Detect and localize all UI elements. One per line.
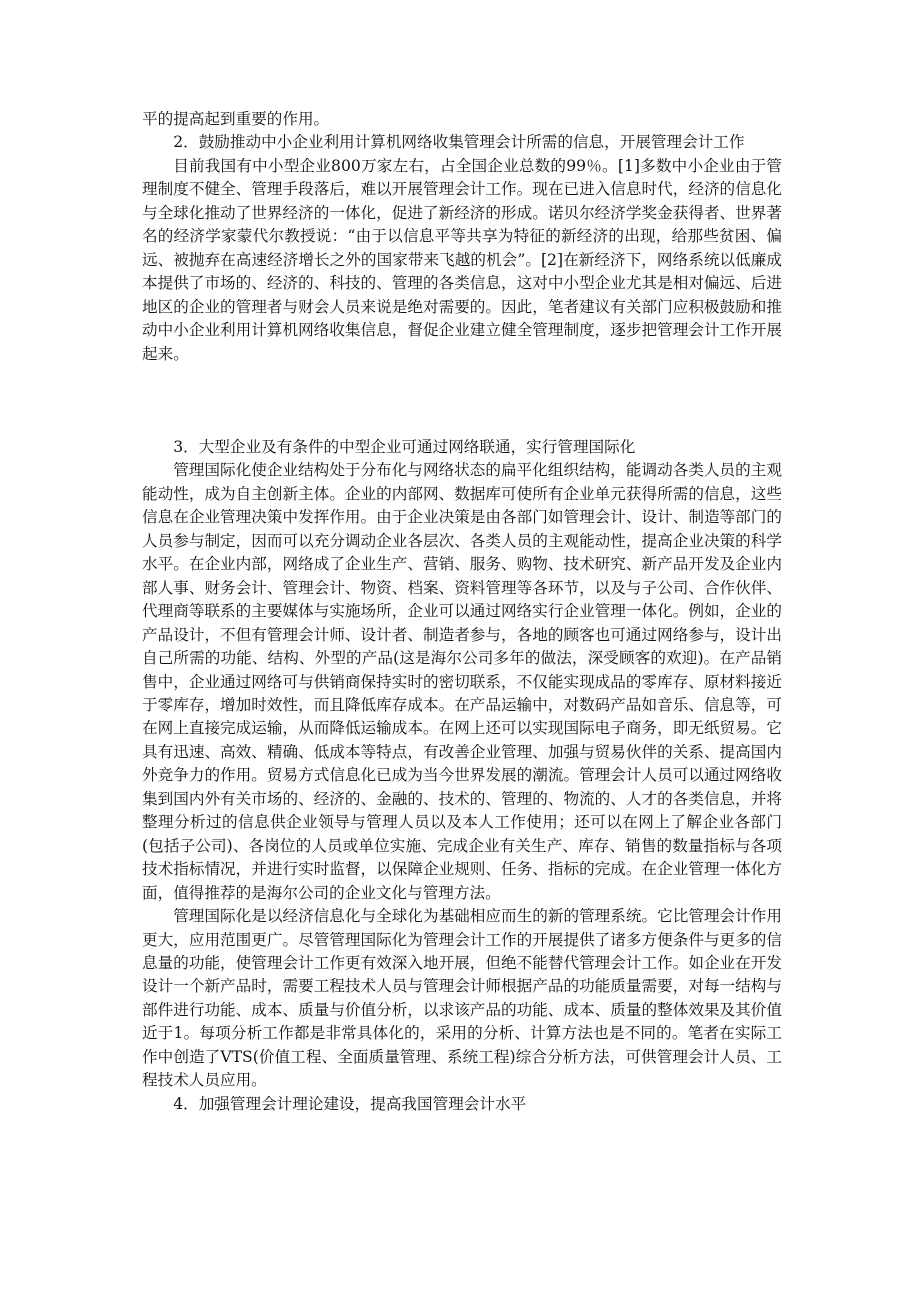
section-heading-3: 3．大型企业及有条件的中型企业可通过网络联通，实行管理国际化	[173, 437, 636, 456]
document-page	[142, 108, 782, 1116]
section-heading-2: 2．鼓励推动中小企业利用计算机网络收集管理会计所需的信息，开展管理会计工作	[173, 133, 745, 152]
paragraph-section-3a: 管理国际化使企业结构处于分布化与网络状态的扁平化组织结构，能调动各类人员的主观能动性，成为自主创新主体。企业的内部网、数据库可使所有企业单元获得所需的信息，这些信息在企业管理决策中发挥作用。由于企业决策是由各部门如管理会计、设计、制造等部门的人员参与制定，因而可以充分调动企业各层次、各类人员的主观能动性，提高企业决策的科学水平。在企业内部，网络成了企业生产、营销、服务、购物、技术研究、新产品开发及企业内部人事、财务会计、管理会计、物资、档案、资料管理等各环节，以及与子公司、合作伙伴、代理商等联系的主要媒体与实施场所，企业可以通过网络实行企业管理一体化。例如，企业的产品设计，不但有管理会计师、设计者、制造者参与，各地的顾客也可通过网络参与，设计出自己所需的功能、结构、外型的产品(这是海尔公司多年的做法，深受顾客的欢迎)。在产品销售中，企业通过网络可与供销商保持实时的密切联系，不仅能实现成品的零库存、原材料接近于零库存，增加时效性，而且降低库存成本。在产品运输中，对数码产品如音乐、信息等，可在网上直接完成运输，从而降低运输成本。在网上还可以实现国际电子商务，即无纸贸易。它具有迅速、高效、精确、低成本等特点，有改善企业管理、加强与贸易伙伴的关系、提高国内外竞争力的作用。贸易方式信息化已成为当今世界发展的潮流。管理会计人员可以通过网络收集到国内外有关市场的、经济的、金融的、技术的、管理的、物流的、人才的各类信息，并将整理分析过的信息供企业领导与管理人员以及本人工作使用；还可以在网上了解企业各部门(包括子公司)、各岗位的人员或单位实施、完成企业有关生产、库存、销售的数量指标与各项技术指标情况，并进行实时监督，以保障企业规则、任务、指标的完成。在企业管理一体化方面，值得推荐的是海尔公司的企业文化与管理方法。	[142, 461, 782, 902]
section-spacer	[142, 366, 782, 436]
section-heading-4: 4．加强管理会计理论建设，提高我国管理会计水平	[173, 1094, 527, 1113]
paragraph-section-2: 目前我国有中小型企业800万家左右，占全国企业总数的99％。[1]多数中小企业由于管理制度不健全、管理手段落后，难以开展管理会计工作。现在已进入信息时代，经济的信息化与全球化推动了世界经济的一体化，促进了新经济的形成。诺贝尔经济学奖金获得者、世界著名的经济学家蒙代尔教授说：“由于以信息平等共享为特征的新经济的出现，给那些贫困、偏远、被抛弃在高速经济增长之外的国家带来飞越的机会”。[2]在新经济下，网络系统以低廉成本提供了市场的、经济的、科技的、管理的各类信息，这对中小型企业尤其是相对偏远、后进地区的企业的管理者与财会人员来说是绝对需要的。因此，笔者建议有关部门应积极鼓励和推动中小企业利用计算机网络收集信息，督促企业建立健全管理制度，逐步把管理会计工作开展起来。	[142, 156, 782, 363]
paragraph-continuation: 平的提高起到重要的作用。	[142, 110, 330, 128]
paragraph-section-3b: 管理国际化是以经济信息化与全球化为基础相应而生的新的管理系统。它比管理会计作用更大，应用范围更广。尽管管理国际化为管理会计工作的开展提供了诸多方便条件与更多的信息量的功能，使管理会计工作更有效深入地开展，但绝不能替代管理会计工作。如企业在开发设计一个新产品时，需要工程技术人员与管理会计师根据产品的功能质量需要，对每一结构与部件进行功能、成本、质量与价值分析，以求该产品的功能、成本、质量的整体效果及其价值近于1。每项分析工作都是非常具体化的，采用的分析、计算方法也是不同的。笔者在实际工作中创造了VTS(价值工程、全面质量管理、系统工程)综合分析方法，可供管理会计人员、工程技术人员应用。	[142, 907, 782, 1090]
